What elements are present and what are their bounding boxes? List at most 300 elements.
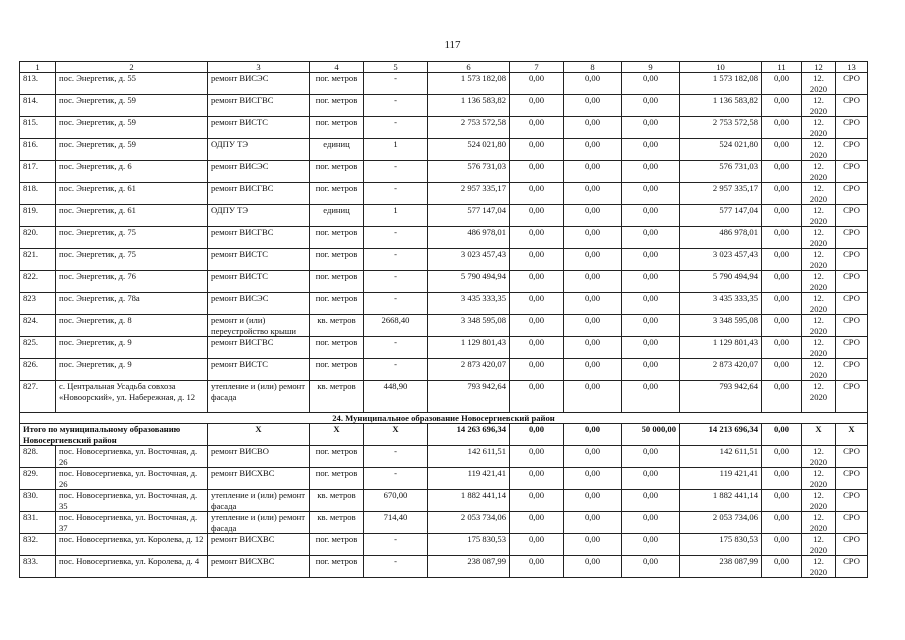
cell-owner-funds: 175 830,53 (680, 534, 762, 556)
cell-total-cost: 486 978,01 (428, 227, 510, 249)
cell-address: пос. Новосергиевка, ул. Восточная, д. 35 (56, 490, 208, 512)
cell-num: 820. (20, 227, 56, 249)
cell-unit: пог. метров (310, 183, 364, 205)
cell-other: 0,00 (762, 315, 802, 337)
cell-deadline: 12. 2020 (802, 227, 836, 249)
cell-fund: 0,00 (510, 227, 564, 249)
cell-deadline: 12. 2020 (802, 73, 836, 95)
total-cell-other: 0,00 (762, 424, 802, 446)
cell-work-type: ремонт ВИСХВС (208, 534, 310, 556)
cell-num: 824. (20, 315, 56, 337)
total-cell-fund: 0,00 (510, 424, 564, 446)
cell-num: 832. (20, 534, 56, 556)
column-header-3: 3 (208, 62, 310, 73)
cell-regional-budget: 0,00 (622, 468, 680, 490)
cell-total-cost: 576 731,03 (428, 161, 510, 183)
cell-total-cost: 175 830,53 (428, 534, 510, 556)
total-row (20, 424, 868, 446)
column-header-7: 7 (510, 62, 564, 73)
total-cell-regional-budget: 50 000,00 (622, 424, 680, 446)
cell-quantity: - (364, 161, 428, 183)
cell-regional-budget: 0,00 (622, 117, 680, 139)
cell-deadline: 12. 2020 (802, 381, 836, 413)
table-row (20, 161, 868, 183)
cell-method: СРО (836, 359, 868, 381)
table-row (20, 205, 868, 227)
table-row (20, 446, 868, 468)
cell-unit: кв. метров (310, 512, 364, 534)
cell-other: 0,00 (762, 227, 802, 249)
table-row (20, 117, 868, 139)
table-row (20, 381, 868, 413)
column-header-6: 6 (428, 62, 510, 73)
table-row (20, 534, 868, 556)
cell-total-cost: 524 021,80 (428, 139, 510, 161)
total-cell-quantity: X (364, 424, 428, 446)
cell-address: пос. Энергетик, д. 9 (56, 359, 208, 381)
table-row (20, 337, 868, 359)
cell-owner-funds: 5 790 494,94 (680, 271, 762, 293)
table-row (20, 249, 868, 271)
cell-regional-budget: 0,00 (622, 293, 680, 315)
total-cell-budget: 0,00 (564, 424, 622, 446)
total-cell-total-cost: 14 263 696,34 (428, 424, 510, 446)
cell-fund: 0,00 (510, 556, 564, 578)
cell-budget: 0,00 (564, 293, 622, 315)
cell-unit: пог. метров (310, 271, 364, 293)
cell-unit: пог. метров (310, 534, 364, 556)
cell-method: СРО (836, 490, 868, 512)
cell-method: СРО (836, 315, 868, 337)
cell-quantity: 1 (364, 139, 428, 161)
cell-work-type: ремонт ВИСЭС (208, 161, 310, 183)
cell-deadline: 12. 2020 (802, 139, 836, 161)
cell-quantity: - (364, 359, 428, 381)
cell-unit: пог. метров (310, 249, 364, 271)
cell-budget: 0,00 (564, 315, 622, 337)
table-row (20, 95, 868, 117)
cell-budget: 0,00 (564, 73, 622, 95)
cell-owner-funds: 577 147,04 (680, 205, 762, 227)
cell-budget: 0,00 (564, 381, 622, 413)
cell-quantity: - (364, 73, 428, 95)
cell-budget: 0,00 (564, 271, 622, 293)
cell-method: СРО (836, 337, 868, 359)
cell-quantity: - (364, 534, 428, 556)
cell-work-type: ОДПУ ТЭ (208, 205, 310, 227)
cell-regional-budget: 0,00 (622, 161, 680, 183)
table-row (20, 468, 868, 490)
cell-budget: 0,00 (564, 205, 622, 227)
cell-regional-budget: 0,00 (622, 534, 680, 556)
cell-budget: 0,00 (564, 534, 622, 556)
cell-budget: 0,00 (564, 446, 622, 468)
cell-quantity: - (364, 227, 428, 249)
cell-deadline: 12. 2020 (802, 490, 836, 512)
cell-deadline: 12. 2020 (802, 468, 836, 490)
cell-owner-funds: 793 942,64 (680, 381, 762, 413)
cell-owner-funds: 3 023 457,43 (680, 249, 762, 271)
column-header-13: 13 (836, 62, 868, 73)
cell-budget: 0,00 (564, 512, 622, 534)
cell-owner-funds: 2 957 335,17 (680, 183, 762, 205)
cell-fund: 0,00 (510, 512, 564, 534)
works-table (19, 61, 868, 578)
cell-total-cost: 2 753 572,58 (428, 117, 510, 139)
cell-quantity: - (364, 271, 428, 293)
cell-owner-funds: 3 435 333,35 (680, 293, 762, 315)
cell-total-cost: 2 873 420,07 (428, 359, 510, 381)
cell-other: 0,00 (762, 446, 802, 468)
cell-regional-budget: 0,00 (622, 249, 680, 271)
cell-fund: 0,00 (510, 381, 564, 413)
cell-num: 819. (20, 205, 56, 227)
cell-address: пос. Энергетик, д. 59 (56, 139, 208, 161)
cell-other: 0,00 (762, 95, 802, 117)
cell-budget: 0,00 (564, 490, 622, 512)
cell-total-cost: 2 053 734,06 (428, 512, 510, 534)
cell-unit: пог. метров (310, 337, 364, 359)
table-row (20, 512, 868, 534)
cell-deadline: 12. 2020 (802, 534, 836, 556)
cell-deadline: 12. 2020 (802, 249, 836, 271)
cell-fund: 0,00 (510, 293, 564, 315)
cell-regional-budget: 0,00 (622, 73, 680, 95)
cell-deadline: 12. 2020 (802, 556, 836, 578)
cell-regional-budget: 0,00 (622, 381, 680, 413)
cell-address: пос. Энергетик, д. 76 (56, 271, 208, 293)
cell-method: СРО (836, 73, 868, 95)
cell-work-type: ремонт ВИСГВС (208, 183, 310, 205)
cell-budget: 0,00 (564, 337, 622, 359)
cell-num: 828. (20, 446, 56, 468)
cell-quantity: - (364, 95, 428, 117)
cell-quantity: - (364, 249, 428, 271)
cell-unit: пог. метров (310, 359, 364, 381)
cell-fund: 0,00 (510, 446, 564, 468)
cell-work-type: ОДПУ ТЭ (208, 139, 310, 161)
cell-fund: 0,00 (510, 139, 564, 161)
cell-unit: кв. метров (310, 315, 364, 337)
cell-address: пос. Энергетик, д. 61 (56, 183, 208, 205)
cell-address: пос. Энергетик, д. 8 (56, 315, 208, 337)
cell-unit: единиц (310, 205, 364, 227)
cell-owner-funds: 3 348 595,08 (680, 315, 762, 337)
cell-fund: 0,00 (510, 161, 564, 183)
cell-quantity: - (364, 183, 428, 205)
cell-address: пос. Энергетик, д. 59 (56, 95, 208, 117)
cell-total-cost: 3 435 333,35 (428, 293, 510, 315)
cell-num: 833. (20, 556, 56, 578)
cell-fund: 0,00 (510, 95, 564, 117)
cell-num: 830. (20, 490, 56, 512)
cell-num: 818. (20, 183, 56, 205)
column-header-10: 10 (680, 62, 762, 73)
cell-method: СРО (836, 227, 868, 249)
cell-other: 0,00 (762, 381, 802, 413)
table-row (20, 271, 868, 293)
cell-regional-budget: 0,00 (622, 227, 680, 249)
cell-quantity: 448,90 (364, 381, 428, 413)
cell-budget: 0,00 (564, 359, 622, 381)
cell-total-cost: 1 129 801,43 (428, 337, 510, 359)
cell-method: СРО (836, 183, 868, 205)
table-body (20, 62, 868, 578)
cell-method: СРО (836, 139, 868, 161)
cell-owner-funds: 1 882 441,14 (680, 490, 762, 512)
cell-work-type: ремонт ВИСТС (208, 271, 310, 293)
cell-work-type: утепление и (или) ремонт фасада (208, 512, 310, 534)
cell-deadline: 12. 2020 (802, 293, 836, 315)
cell-num: 829. (20, 468, 56, 490)
cell-deadline: 12. 2020 (802, 161, 836, 183)
cell-method: СРО (836, 468, 868, 490)
cell-total-cost: 3 348 595,08 (428, 315, 510, 337)
cell-work-type: ремонт ВИСТС (208, 359, 310, 381)
cell-owner-funds: 576 731,03 (680, 161, 762, 183)
cell-owner-funds: 486 978,01 (680, 227, 762, 249)
header-row (20, 62, 868, 73)
cell-work-type: ремонт ВИСХВС (208, 556, 310, 578)
column-header-2: 2 (56, 62, 208, 73)
cell-regional-budget: 0,00 (622, 183, 680, 205)
cell-owner-funds: 238 087,99 (680, 556, 762, 578)
table-row (20, 359, 868, 381)
cell-work-type: ремонт ВИСХВС (208, 468, 310, 490)
cell-budget: 0,00 (564, 227, 622, 249)
cell-other: 0,00 (762, 468, 802, 490)
cell-total-cost: 1 136 583,82 (428, 95, 510, 117)
cell-address: пос. Энергетик, д. 75 (56, 249, 208, 271)
cell-num: 823 (20, 293, 56, 315)
cell-deadline: 12. 2020 (802, 337, 836, 359)
cell-num: 826. (20, 359, 56, 381)
cell-regional-budget: 0,00 (622, 359, 680, 381)
cell-unit: пог. метров (310, 73, 364, 95)
cell-other: 0,00 (762, 205, 802, 227)
cell-quantity: - (364, 293, 428, 315)
cell-deadline: 12. 2020 (802, 512, 836, 534)
cell-method: СРО (836, 556, 868, 578)
cell-quantity: 2668,40 (364, 315, 428, 337)
cell-num: 825. (20, 337, 56, 359)
cell-unit: пог. метров (310, 468, 364, 490)
cell-regional-budget: 0,00 (622, 512, 680, 534)
cell-quantity: 1 (364, 205, 428, 227)
cell-quantity: - (364, 117, 428, 139)
cell-address: пос. Энергетик, д. 75 (56, 227, 208, 249)
cell-work-type: ремонт ВИСГВС (208, 337, 310, 359)
cell-quantity: - (364, 468, 428, 490)
cell-unit: пог. метров (310, 117, 364, 139)
page-number: 117 (444, 39, 461, 51)
cell-other: 0,00 (762, 512, 802, 534)
cell-deadline: 12. 2020 (802, 95, 836, 117)
cell-budget: 0,00 (564, 139, 622, 161)
cell-deadline: 12. 2020 (802, 183, 836, 205)
total-cell-deadline: X (802, 424, 836, 446)
cell-address: пос. Новосергиевка, ул. Восточная, д. 37 (56, 512, 208, 534)
cell-num: 822. (20, 271, 56, 293)
cell-other: 0,00 (762, 359, 802, 381)
cell-quantity: 670,00 (364, 490, 428, 512)
cell-quantity: - (364, 337, 428, 359)
column-header-12: 12 (802, 62, 836, 73)
table-row (20, 556, 868, 578)
cell-deadline: 12. 2020 (802, 315, 836, 337)
column-header-5: 5 (364, 62, 428, 73)
cell-work-type: утепление и (или) ремонт фасада (208, 381, 310, 413)
cell-other: 0,00 (762, 73, 802, 95)
cell-other: 0,00 (762, 161, 802, 183)
cell-regional-budget: 0,00 (622, 205, 680, 227)
total-cell-work-type: X (208, 424, 310, 446)
cell-budget: 0,00 (564, 183, 622, 205)
cell-fund: 0,00 (510, 249, 564, 271)
total-cell-owner-funds: 14 213 696,34 (680, 424, 762, 446)
column-header-8: 8 (564, 62, 622, 73)
cell-method: СРО (836, 381, 868, 413)
cell-regional-budget: 0,00 (622, 446, 680, 468)
cell-quantity: - (364, 556, 428, 578)
cell-fund: 0,00 (510, 73, 564, 95)
cell-fund: 0,00 (510, 205, 564, 227)
cell-fund: 0,00 (510, 534, 564, 556)
cell-other: 0,00 (762, 139, 802, 161)
cell-work-type: ремонт ВИСВО (208, 446, 310, 468)
cell-deadline: 12. 2020 (802, 205, 836, 227)
cell-regional-budget: 0,00 (622, 337, 680, 359)
cell-deadline: 12. 2020 (802, 446, 836, 468)
cell-budget: 0,00 (564, 161, 622, 183)
cell-address: с. Центральная Усадьба совхоза «Новоорский», ул. Набережная, д. 12 (56, 381, 208, 413)
cell-work-type: ремонт ВИСГВС (208, 227, 310, 249)
table-row (20, 73, 868, 95)
cell-work-type: ремонт и (или) переустройство крыши (208, 315, 310, 337)
cell-other: 0,00 (762, 556, 802, 578)
cell-other: 0,00 (762, 337, 802, 359)
cell-num: 815. (20, 117, 56, 139)
cell-owner-funds: 2 873 420,07 (680, 359, 762, 381)
cell-method: СРО (836, 161, 868, 183)
cell-budget: 0,00 (564, 95, 622, 117)
cell-work-type: ремонт ВИСЭС (208, 73, 310, 95)
cell-budget: 0,00 (564, 249, 622, 271)
cell-regional-budget: 0,00 (622, 315, 680, 337)
cell-unit: кв. метров (310, 381, 364, 413)
table-row (20, 183, 868, 205)
cell-regional-budget: 0,00 (622, 139, 680, 161)
cell-address: пос. Новосергиевка, ул. Королева, д. 4 (56, 556, 208, 578)
cell-unit: пог. метров (310, 293, 364, 315)
cell-budget: 0,00 (564, 556, 622, 578)
cell-deadline: 12. 2020 (802, 359, 836, 381)
cell-address: пос. Энергетик, д. 61 (56, 205, 208, 227)
total-cell-method: X (836, 424, 868, 446)
cell-unit: пог. метров (310, 161, 364, 183)
cell-method: СРО (836, 293, 868, 315)
column-header-1: 1 (20, 62, 56, 73)
cell-num: 831. (20, 512, 56, 534)
cell-quantity: - (364, 446, 428, 468)
column-header-4: 4 (310, 62, 364, 73)
cell-other: 0,00 (762, 183, 802, 205)
cell-regional-budget: 0,00 (622, 490, 680, 512)
cell-fund: 0,00 (510, 315, 564, 337)
cell-budget: 0,00 (564, 117, 622, 139)
table-row (20, 490, 868, 512)
cell-total-cost: 142 611,51 (428, 446, 510, 468)
cell-regional-budget: 0,00 (622, 556, 680, 578)
cell-unit: пог. метров (310, 446, 364, 468)
cell-method: СРО (836, 271, 868, 293)
cell-work-type: утепление и (или) ремонт фасада (208, 490, 310, 512)
cell-num: 821. (20, 249, 56, 271)
cell-num: 813. (20, 73, 56, 95)
cell-total-cost: 1 882 441,14 (428, 490, 510, 512)
column-header-11: 11 (762, 62, 802, 73)
cell-method: СРО (836, 446, 868, 468)
cell-fund: 0,00 (510, 468, 564, 490)
cell-total-cost: 2 957 335,17 (428, 183, 510, 205)
cell-method: СРО (836, 512, 868, 534)
cell-work-type: ремонт ВИСЭС (208, 293, 310, 315)
cell-address: пос. Новосергиевка, ул. Королева, д. 12 (56, 534, 208, 556)
cell-unit: пог. метров (310, 227, 364, 249)
cell-num: 817. (20, 161, 56, 183)
cell-total-cost: 238 087,99 (428, 556, 510, 578)
cell-work-type: ремонт ВИСТС (208, 117, 310, 139)
cell-num: 816. (20, 139, 56, 161)
cell-fund: 0,00 (510, 490, 564, 512)
table-row (20, 293, 868, 315)
cell-owner-funds: 524 021,80 (680, 139, 762, 161)
cell-address: пос. Новосергиевка, ул. Восточная, д. 26 (56, 468, 208, 490)
cell-regional-budget: 0,00 (622, 271, 680, 293)
cell-fund: 0,00 (510, 271, 564, 293)
cell-method: СРО (836, 534, 868, 556)
table-row (20, 315, 868, 337)
cell-other: 0,00 (762, 293, 802, 315)
cell-num: 827. (20, 381, 56, 413)
cell-fund: 0,00 (510, 183, 564, 205)
column-header-9: 9 (622, 62, 680, 73)
section-title-row (20, 413, 868, 424)
cell-owner-funds: 2 753 572,58 (680, 117, 762, 139)
cell-total-cost: 1 573 182,08 (428, 73, 510, 95)
cell-total-cost: 793 942,64 (428, 381, 510, 413)
cell-method: СРО (836, 95, 868, 117)
cell-other: 0,00 (762, 490, 802, 512)
cell-quantity: 714,40 (364, 512, 428, 534)
cell-address: пос. Энергетик, д. 6 (56, 161, 208, 183)
cell-deadline: 12. 2020 (802, 271, 836, 293)
cell-other: 0,00 (762, 271, 802, 293)
cell-address: пос. Энергетик, д. 78а (56, 293, 208, 315)
cell-owner-funds: 2 053 734,06 (680, 512, 762, 534)
cell-owner-funds: 1 573 182,08 (680, 73, 762, 95)
cell-total-cost: 119 421,41 (428, 468, 510, 490)
cell-method: СРО (836, 205, 868, 227)
cell-method: СРО (836, 117, 868, 139)
cell-regional-budget: 0,00 (622, 95, 680, 117)
cell-work-type: ремонт ВИСТС (208, 249, 310, 271)
cell-owner-funds: 1 136 583,82 (680, 95, 762, 117)
cell-owner-funds: 1 129 801,43 (680, 337, 762, 359)
table-row (20, 139, 868, 161)
cell-total-cost: 577 147,04 (428, 205, 510, 227)
cell-fund: 0,00 (510, 337, 564, 359)
